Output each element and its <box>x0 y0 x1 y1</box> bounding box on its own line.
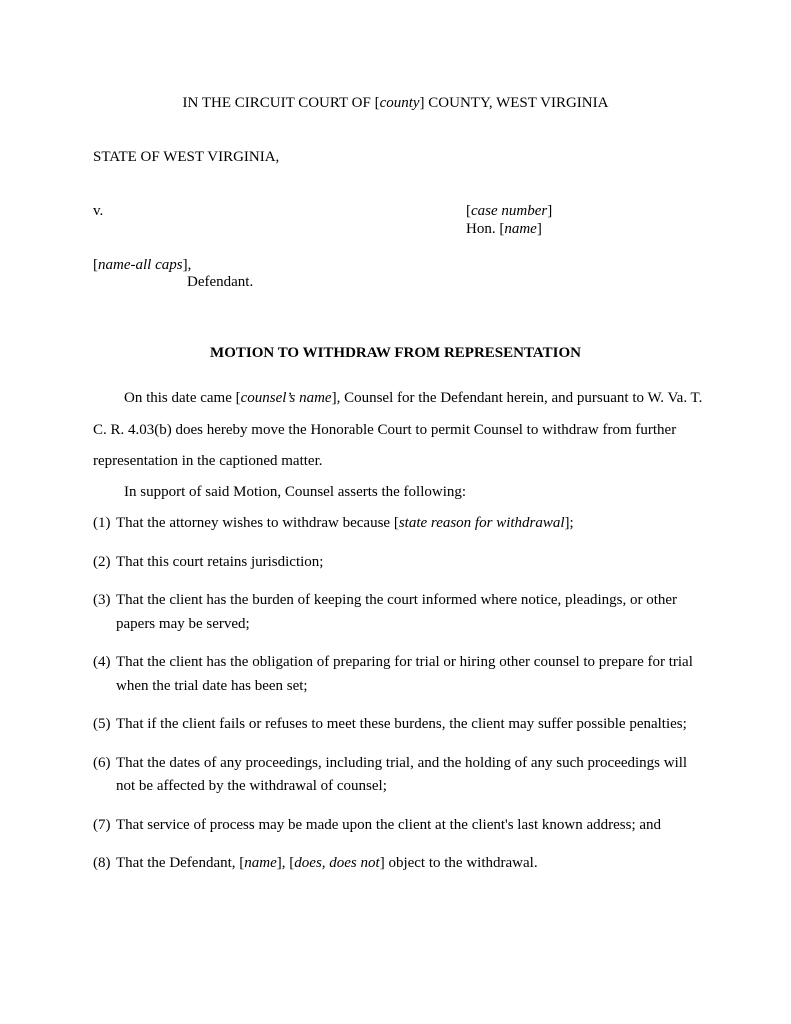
judge-name <box>466 220 542 238</box>
assertions-list <box>93 512 703 891</box>
item-text-prefix: That the attorney wishes to withdraw because [ <box>116 515 399 531</box>
item-text: That if the client fails or refuses to meet these burdens, the client may suffer possible penalties; <box>116 716 687 732</box>
list-item <box>93 752 703 799</box>
item-text <box>116 852 703 876</box>
intro-paragraph <box>93 383 703 478</box>
counsel-name-placeholder: counsel’s name <box>240 390 332 406</box>
intro-suffix: ], Counsel for the Defendant herein, and pursuant to W. Va. T. C. R. 4.03(b) does hereby move the Honorable Court to permit Counsel to withdraw from further representation in the captioned matter. <box>93 390 703 469</box>
judge-name-placeholder: name <box>504 221 537 237</box>
item-text: That the dates of any proceedings, including trial, and the holding of any such proceedings will not be affected by the withdrawal of counsel; <box>116 754 688 794</box>
motion-title: MOTION TO WITHDRAW FROM REPRESENTATION <box>210 345 581 361</box>
item-text: That the client has the burden of keeping the court informed where notice, pleadings, or other papers may be served; <box>116 592 678 632</box>
list-item <box>93 589 703 636</box>
plaintiff-name: STATE OF WEST VIRGINIA, <box>93 149 280 165</box>
item-number: (5) <box>93 716 111 732</box>
support-paragraph: In support of said Motion, Counsel asserts the following: <box>124 484 467 500</box>
case-number-open-bracket: [ <box>466 203 471 219</box>
item-text: That the client has the obligation of preparing for trial or hiring other counsel to prepare for trial when the trial date has been set; <box>116 654 693 694</box>
defendant-open-bracket: [ <box>93 257 98 273</box>
defendant-name <box>93 256 191 274</box>
case-number-close-bracket: ] <box>547 203 553 219</box>
list-item <box>93 713 703 737</box>
judge-close-bracket: ] <box>536 221 542 237</box>
item-number: (4) <box>93 654 111 670</box>
defendant-name-placeholder: name-all caps <box>98 257 183 273</box>
judge-prefix: Hon. [ <box>466 221 505 237</box>
item-text-suffix: ]; <box>564 515 574 531</box>
intro-prefix: On this date came [ <box>124 390 241 406</box>
item-text: That service of process may be made upon the client at the client's last known address; and <box>116 816 662 833</box>
objection-choice-placeholder: does, does not <box>294 855 380 871</box>
defendant-name-placeholder: name <box>244 855 277 871</box>
item-number: (8) <box>93 855 111 871</box>
item-number: (3) <box>93 592 111 608</box>
defendant-label: Defendant. <box>187 274 254 290</box>
case-number <box>466 202 552 220</box>
item-text: That this court retains jurisdiction; <box>116 553 324 570</box>
court-heading <box>0 94 791 112</box>
item-text-middle: ], [ <box>276 855 295 871</box>
case-number-placeholder: case number <box>471 203 548 219</box>
item-number: (1) <box>93 515 111 531</box>
list-item <box>93 814 703 838</box>
item-number: (7) <box>93 816 111 833</box>
list-item <box>93 651 703 698</box>
list-item <box>93 551 703 575</box>
item-text <box>116 512 703 536</box>
item-text-suffix: ] object to the withdrawal. <box>379 855 538 871</box>
item-number: (6) <box>93 754 111 771</box>
versus-label: v. <box>93 203 104 219</box>
list-item <box>93 512 703 536</box>
defendant-close-bracket: ], <box>182 257 192 273</box>
list-item <box>93 852 703 876</box>
court-heading-suffix: ] COUNTY, WEST VIRGINIA <box>419 95 609 111</box>
court-heading-prefix: IN THE CIRCUIT COURT OF [ <box>182 95 380 111</box>
item-text-prefix: That the Defendant, [ <box>116 855 245 871</box>
reason-placeholder: state reason for withdrawal <box>398 515 565 531</box>
item-number: (2) <box>93 553 111 570</box>
county-placeholder: county <box>379 95 420 111</box>
